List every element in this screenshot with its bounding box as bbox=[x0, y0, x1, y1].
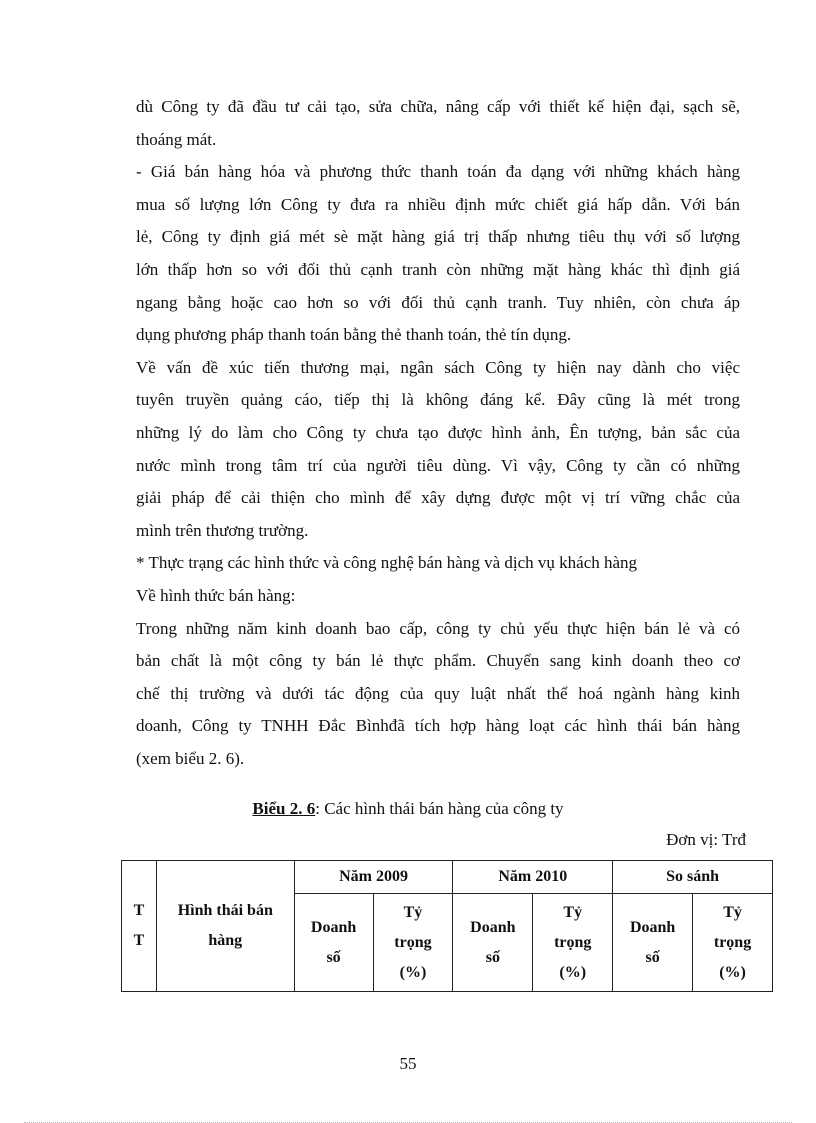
text-line: mình trên thương trường. bbox=[136, 520, 309, 540]
header-share: Tỷ trọng (%) bbox=[693, 894, 773, 992]
text-line: lớn thấp hơn so với đối thủ cạnh tranh còn những mặt hàng khác thì định giá bbox=[136, 259, 740, 279]
text-line: * Thực trạng các hình thức và công nghệ bán hàng và dịch vụ khách hàng bbox=[136, 553, 638, 573]
text-line: giải pháp để cải thiện cho mình để xây dựng được một vị trí vững chắc của bbox=[136, 488, 740, 508]
caption-label: Biểu 2. 6 bbox=[252, 799, 316, 818]
caption-text: : Các hình thái bán hàng của công ty bbox=[315, 799, 564, 818]
text-line: những lý do làm cho Công ty chưa tạo được hình ảnh, Ên tượng, bản sắc của bbox=[136, 422, 740, 442]
text-line: lẻ, Công ty định giá mét sè mặt hàng giá trị thấp nhưng tiêu thụ với số lượng bbox=[136, 227, 740, 247]
header-tt: T T bbox=[122, 861, 157, 992]
sales-forms-table bbox=[121, 860, 773, 992]
header-revenue: Doanh số bbox=[294, 894, 373, 992]
text-line: tuyên truyền quảng cáo, tiếp thị là không đáng kể. Đây cũng là mét trong bbox=[136, 390, 740, 410]
text-line: Về hình thức bán hàng: bbox=[136, 585, 296, 605]
text-line: thoáng mát. bbox=[136, 129, 217, 149]
text-line: (xem biểu 2. 6). bbox=[136, 748, 245, 768]
text-line: dụng phương pháp thanh toán bằng thẻ thanh toán, thẻ tín dụng. bbox=[136, 325, 572, 345]
body-text bbox=[136, 91, 740, 775]
header-share: Tỷ trọng (%) bbox=[533, 894, 613, 992]
unit-label: Đơn vị: Trđ bbox=[666, 830, 746, 849]
text-line: nước mình trong tâm trí của người tiêu dùng. Vì vậy, Công ty cần có những bbox=[136, 455, 740, 475]
text-line: Trong những năm kinh doanh bao cấp, công ty chủ yếu thực hiện bán lẻ và có bbox=[136, 618, 740, 638]
header-comparison: So sánh bbox=[613, 861, 773, 894]
table-caption bbox=[0, 799, 816, 819]
header-share: Tỷ trọng (%) bbox=[373, 894, 453, 992]
text-line: bản chất là một công ty bán lẻ thực phẩm. Chuyển sang kinh doanh theo cơ bbox=[136, 651, 740, 671]
text-line: dù Công ty đã đầu tư cải tạo, sửa chữa, nâng cấp với thiết kế hiện đại, sạch sẽ, bbox=[136, 97, 740, 116]
text-line: - Giá bán hàng hóa và phương thức thanh toán đa dạng với những khách hàng bbox=[136, 162, 740, 182]
header-year-2010: Năm 2010 bbox=[453, 861, 613, 894]
text-line: ngang bằng hoặc cao hơn so với đối thủ cạnh tranh. Tuy nhiên, còn chưa áp bbox=[136, 292, 740, 312]
header-revenue: Doanh số bbox=[613, 894, 693, 992]
header-year-2009: Năm 2009 bbox=[294, 861, 453, 894]
page-number: 55 bbox=[399, 1054, 417, 1073]
header-sales-form: Hình thái bán hàng bbox=[156, 861, 294, 992]
header-revenue: Doanh số bbox=[453, 894, 533, 992]
text-line: Về vấn đề xúc tiến thương mại, ngân sách Công ty hiện nay dành cho việc bbox=[136, 357, 740, 377]
text-line: mua số lượng lớn Công ty đưa ra nhiều định mức chiết giá hấp dẫn. Với bán bbox=[136, 194, 740, 214]
text-line: chế thị trường và dưới tác động của quy luật nhất thể hoá ngành hàng kinh bbox=[136, 683, 740, 703]
text-line: doanh, Công ty TNHH Đắc Bìnhđã tích hợp hàng loạt các hình thái bán hàng bbox=[136, 716, 740, 736]
